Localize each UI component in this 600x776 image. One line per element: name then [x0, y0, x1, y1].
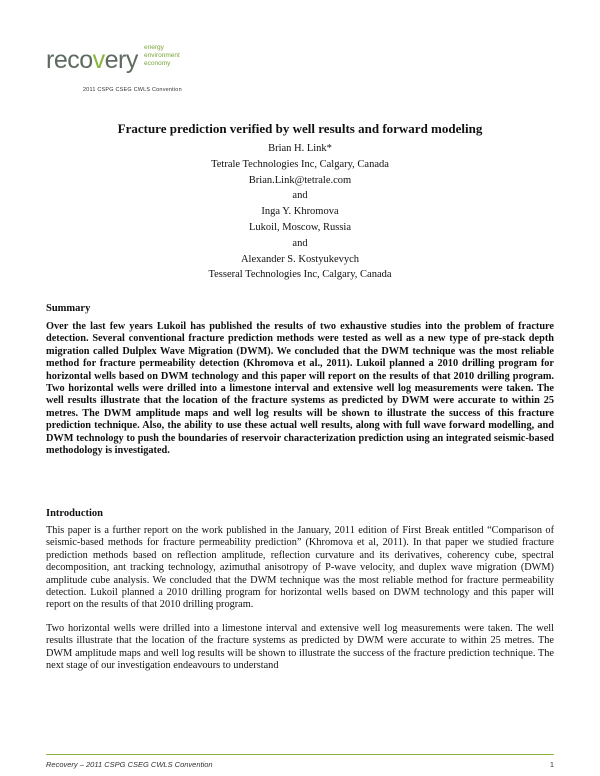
introduction-paragraph-2: Two horizontal wells were drilled into a limestone interval and extensive well log measurements were taken. The well results illustrate that the location of the fracture systems as predicted by DWM were accurate to within 25 metres. The DWM amplitude maps and well log results will be shown to illustrate the success of the fracture prediction technique. The next stage of our investigation endeavours to understand [46, 623, 554, 672]
author-name: Alexander S. Kostyukevych [240, 253, 360, 265]
paper-title: Fracture prediction verified by well results and forward modeling [117, 121, 483, 136]
author-email: Brian.Link@tetrale.com [248, 174, 352, 186]
introduction-heading: Introduction [46, 508, 103, 519]
author-name: Brian H. Link* [268, 143, 332, 154]
author-separator: and [292, 237, 308, 249]
logo-wordmark: recovery [46, 46, 138, 74]
author-separator: and [292, 190, 308, 202]
introduction-paragraph-1: This paper is a further report on the work published in the January, 2011 edition of First Break entitled “Comparison of seismic-based methods for fracture permeability prediction” (Khromova et al, 2011). In that paper we studied fracture prediction methods based on reflection amplitude, reflection curvature and its derivatives, coherency cube, spectral decomposition, ant tracking technology, azimuthal anisotropy of P-wave velocity, and duplex wave migration (DWM) amplitude cube analysis. We concluded that the DWM technique was the most reliable method for fracture permeability detection. Lukoil planned a 2010 drilling program for horizontal wells based on DWM technology and this paper will report on the results of that 2010 drilling program. [46, 525, 554, 611]
logo-tagline: energy environment economy [144, 44, 180, 67]
author-affiliation: Tetrale Technologies Inc, Calgary, Canada [211, 158, 389, 170]
page-number: 1 [549, 760, 554, 769]
footer-divider [46, 754, 554, 755]
author-block [0, 141, 600, 283]
summary-heading: Summary [46, 303, 91, 314]
footer-text: Recovery – 2011 CSPG CSEG CWLS Convention [46, 760, 213, 769]
convention-label: 2011 CSPG CSEG CWLS Convention [83, 87, 182, 93]
summary-text: Over the last few years Lukoil has published the results of two exhaustive studies into the problem of fracture detection. Several conventional fracture prediction methods were tested as well as a new type of pre-stack depth migration called Dulplex Wave Migration (DWM). We concluded that the DWM technique was the most reliable method for fracture permeability detection (Khromova et al., 2011). Lukoil planned a 2010 drilling program for horizontal wells based on DWM technology and this paper will report on the results of that 2010 drilling program. Two horizontal wells were drilled into a limestone interval and extensive well log measurements were taken. The well results illustrate that the location of the fracture systems as predicted by DWM were accurate to within 25 metres. The DWM amplitude maps and well log results will be shown to illustrate the success of this fracture prediction technique. Also, the ability to use these actual well results, along with full wave forward modelling, and DWM technology to push the boundaries of reservoir characterization prediction using an integrated seismic-based methodology is investigated. [46, 321, 554, 457]
author-affiliation: Tesseral Technologies Inc, Calgary, Canada [208, 269, 392, 281]
author-name: Inga Y. Khromova [261, 206, 339, 218]
author-affiliation: Lukoil, Moscow, Russia [249, 221, 351, 233]
